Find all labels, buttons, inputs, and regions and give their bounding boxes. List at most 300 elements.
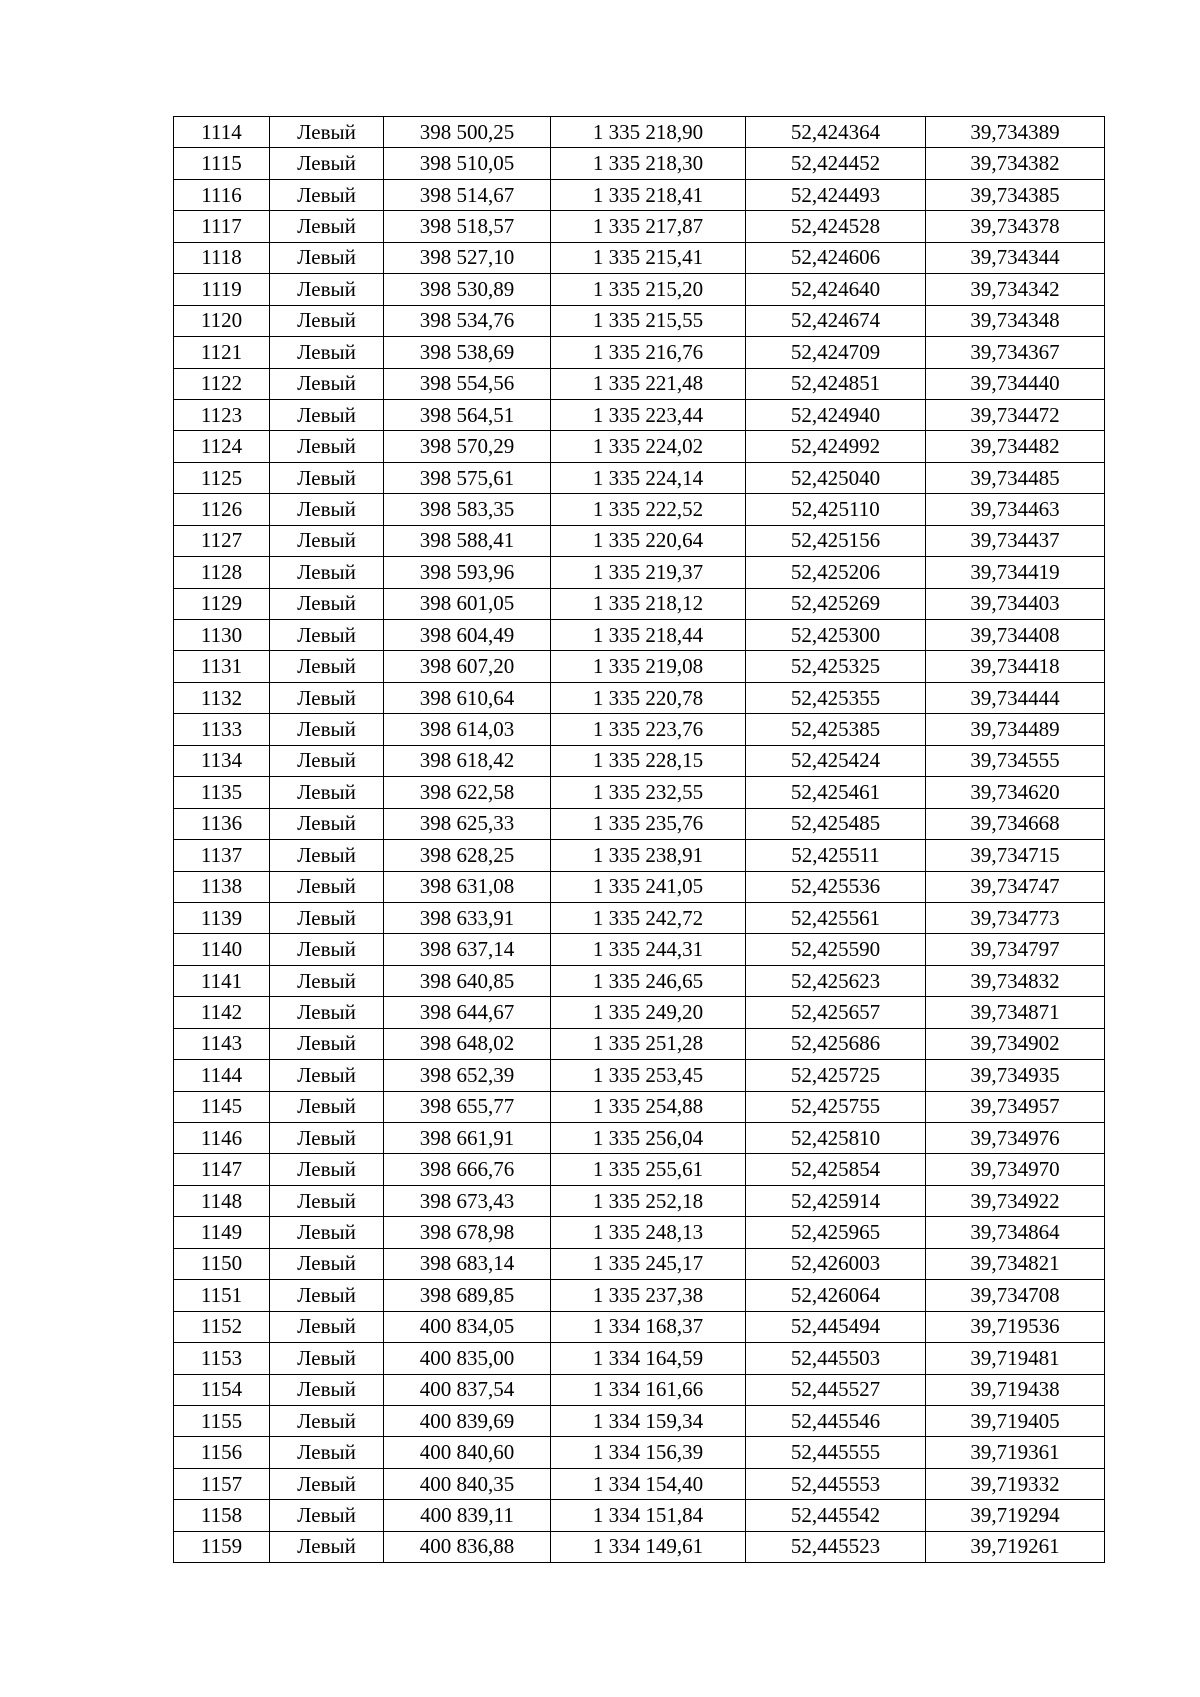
latitude-cell: 52,425424	[746, 745, 926, 776]
x-coordinate-cell: 398 588,41	[384, 525, 551, 556]
table-row	[174, 902, 1105, 933]
table-row	[174, 651, 1105, 682]
x-coordinate-cell: 398 633,91	[384, 902, 551, 933]
table-row	[174, 1123, 1105, 1154]
longitude-cell: 39,734832	[926, 965, 1105, 996]
point-number-cell: 1150	[174, 1248, 270, 1279]
x-coordinate-cell: 398 570,29	[384, 431, 551, 462]
side-cell: Левый	[270, 525, 384, 556]
x-coordinate-cell: 398 637,14	[384, 934, 551, 965]
longitude-cell: 39,734871	[926, 997, 1105, 1028]
side-cell: Левый	[270, 997, 384, 1028]
y-coordinate-cell: 1 334 149,61	[551, 1531, 746, 1562]
point-number-cell: 1123	[174, 399, 270, 430]
x-coordinate-cell: 398 610,64	[384, 682, 551, 713]
latitude-cell: 52,425040	[746, 462, 926, 493]
longitude-cell: 39,719481	[926, 1343, 1105, 1374]
longitude-cell: 39,734970	[926, 1154, 1105, 1185]
table-row	[174, 274, 1105, 305]
y-coordinate-cell: 1 334 154,40	[551, 1468, 746, 1499]
table-row	[174, 682, 1105, 713]
point-number-cell: 1118	[174, 242, 270, 273]
longitude-cell: 39,719294	[926, 1500, 1105, 1531]
point-number-cell: 1141	[174, 965, 270, 996]
x-coordinate-cell: 398 652,39	[384, 1060, 551, 1091]
y-coordinate-cell: 1 334 164,59	[551, 1343, 746, 1374]
y-coordinate-cell: 1 335 246,65	[551, 965, 746, 996]
side-cell: Левый	[270, 368, 384, 399]
x-coordinate-cell: 400 835,00	[384, 1343, 551, 1374]
table-row	[174, 179, 1105, 210]
x-coordinate-cell: 398 593,96	[384, 557, 551, 588]
y-coordinate-cell: 1 335 238,91	[551, 840, 746, 871]
longitude-cell: 39,719361	[926, 1437, 1105, 1468]
y-coordinate-cell: 1 335 249,20	[551, 997, 746, 1028]
table-row	[174, 525, 1105, 556]
x-coordinate-cell: 400 834,05	[384, 1311, 551, 1342]
side-cell: Левый	[270, 1217, 384, 1248]
point-number-cell: 1139	[174, 902, 270, 933]
latitude-cell: 52,424606	[746, 242, 926, 273]
y-coordinate-cell: 1 334 159,34	[551, 1405, 746, 1436]
latitude-cell: 52,445523	[746, 1531, 926, 1562]
point-number-cell: 1133	[174, 714, 270, 745]
y-coordinate-cell: 1 335 223,76	[551, 714, 746, 745]
table-row	[174, 337, 1105, 368]
table-row	[174, 1248, 1105, 1279]
side-cell: Левый	[270, 1123, 384, 1154]
x-coordinate-cell: 398 527,10	[384, 242, 551, 273]
table-row	[174, 808, 1105, 839]
x-coordinate-cell: 398 666,76	[384, 1154, 551, 1185]
x-coordinate-cell: 398 678,98	[384, 1217, 551, 1248]
side-cell: Левый	[270, 557, 384, 588]
longitude-cell: 39,734708	[926, 1280, 1105, 1311]
side-cell: Левый	[270, 1468, 384, 1499]
point-number-cell: 1125	[174, 462, 270, 493]
side-cell: Левый	[270, 337, 384, 368]
latitude-cell: 52,445553	[746, 1468, 926, 1499]
latitude-cell: 52,424674	[746, 305, 926, 336]
point-number-cell: 1136	[174, 808, 270, 839]
latitude-cell: 52,425914	[746, 1185, 926, 1216]
x-coordinate-cell: 398 601,05	[384, 588, 551, 619]
latitude-cell: 52,426064	[746, 1280, 926, 1311]
longitude-cell: 39,734348	[926, 305, 1105, 336]
point-number-cell: 1147	[174, 1154, 270, 1185]
point-number-cell: 1131	[174, 651, 270, 682]
latitude-cell: 52,445555	[746, 1437, 926, 1468]
point-number-cell: 1115	[174, 148, 270, 179]
y-coordinate-cell: 1 335 237,38	[551, 1280, 746, 1311]
y-coordinate-cell: 1 335 252,18	[551, 1185, 746, 1216]
y-coordinate-cell: 1 335 219,37	[551, 557, 746, 588]
x-coordinate-cell: 398 644,67	[384, 997, 551, 1028]
x-coordinate-cell: 400 836,88	[384, 1531, 551, 1562]
table-row	[174, 1437, 1105, 1468]
x-coordinate-cell: 398 538,69	[384, 337, 551, 368]
y-coordinate-cell: 1 335 220,64	[551, 525, 746, 556]
table-row	[174, 148, 1105, 179]
point-number-cell: 1151	[174, 1280, 270, 1311]
x-coordinate-cell: 398 604,49	[384, 620, 551, 651]
longitude-cell: 39,734864	[926, 1217, 1105, 1248]
y-coordinate-cell: 1 335 215,20	[551, 274, 746, 305]
y-coordinate-cell: 1 335 253,45	[551, 1060, 746, 1091]
x-coordinate-cell: 398 622,58	[384, 777, 551, 808]
y-coordinate-cell: 1 334 168,37	[551, 1311, 746, 1342]
table-row	[174, 399, 1105, 430]
latitude-cell: 52,425511	[746, 840, 926, 871]
x-coordinate-cell: 398 625,33	[384, 808, 551, 839]
coordinates-table	[173, 116, 1105, 1563]
point-number-cell: 1130	[174, 620, 270, 651]
longitude-cell: 39,734419	[926, 557, 1105, 588]
longitude-cell: 39,734403	[926, 588, 1105, 619]
table-row	[174, 588, 1105, 619]
point-number-cell: 1114	[174, 117, 270, 148]
x-coordinate-cell: 400 839,69	[384, 1405, 551, 1436]
table-row	[174, 1154, 1105, 1185]
longitude-cell: 39,734385	[926, 179, 1105, 210]
table-row	[174, 997, 1105, 1028]
y-coordinate-cell: 1 335 232,55	[551, 777, 746, 808]
side-cell: Левый	[270, 871, 384, 902]
table-row	[174, 1405, 1105, 1436]
longitude-cell: 39,719261	[926, 1531, 1105, 1562]
longitude-cell: 39,734957	[926, 1091, 1105, 1122]
side-cell: Левый	[270, 1531, 384, 1562]
x-coordinate-cell: 398 631,08	[384, 871, 551, 902]
latitude-cell: 52,425590	[746, 934, 926, 965]
longitude-cell: 39,734418	[926, 651, 1105, 682]
latitude-cell: 52,424640	[746, 274, 926, 305]
x-coordinate-cell: 400 839,11	[384, 1500, 551, 1531]
latitude-cell: 52,445503	[746, 1343, 926, 1374]
latitude-cell: 52,425385	[746, 714, 926, 745]
longitude-cell: 39,734472	[926, 399, 1105, 430]
latitude-cell: 52,425110	[746, 494, 926, 525]
y-coordinate-cell: 1 335 218,90	[551, 117, 746, 148]
side-cell: Левый	[270, 965, 384, 996]
y-coordinate-cell: 1 335 256,04	[551, 1123, 746, 1154]
table-row	[174, 1185, 1105, 1216]
longitude-cell: 39,734408	[926, 620, 1105, 651]
latitude-cell: 52,425269	[746, 588, 926, 619]
table-row	[174, 211, 1105, 242]
point-number-cell: 1152	[174, 1311, 270, 1342]
point-number-cell: 1157	[174, 1468, 270, 1499]
longitude-cell: 39,734482	[926, 431, 1105, 462]
point-number-cell: 1117	[174, 211, 270, 242]
longitude-cell: 39,734773	[926, 902, 1105, 933]
latitude-cell: 52,424452	[746, 148, 926, 179]
side-cell: Левый	[270, 1343, 384, 1374]
table-row	[174, 368, 1105, 399]
longitude-cell: 39,734485	[926, 462, 1105, 493]
point-number-cell: 1148	[174, 1185, 270, 1216]
latitude-cell: 52,425854	[746, 1154, 926, 1185]
latitude-cell: 52,425755	[746, 1091, 926, 1122]
point-number-cell: 1155	[174, 1405, 270, 1436]
table-row	[174, 1280, 1105, 1311]
table-row	[174, 1500, 1105, 1531]
table-row	[174, 965, 1105, 996]
longitude-cell: 39,734489	[926, 714, 1105, 745]
latitude-cell: 52,424493	[746, 179, 926, 210]
table-row	[174, 1311, 1105, 1342]
y-coordinate-cell: 1 335 255,61	[551, 1154, 746, 1185]
side-cell: Левый	[270, 808, 384, 839]
side-cell: Левый	[270, 431, 384, 462]
latitude-cell: 52,426003	[746, 1248, 926, 1279]
table-row	[174, 1217, 1105, 1248]
y-coordinate-cell: 1 335 218,44	[551, 620, 746, 651]
point-number-cell: 1158	[174, 1500, 270, 1531]
y-coordinate-cell: 1 335 224,02	[551, 431, 746, 462]
y-coordinate-cell: 1 335 251,28	[551, 1028, 746, 1059]
latitude-cell: 52,424851	[746, 368, 926, 399]
y-coordinate-cell: 1 335 245,17	[551, 1248, 746, 1279]
y-coordinate-cell: 1 335 221,48	[551, 368, 746, 399]
latitude-cell: 52,424992	[746, 431, 926, 462]
y-coordinate-cell: 1 334 151,84	[551, 1500, 746, 1531]
longitude-cell: 39,719405	[926, 1405, 1105, 1436]
latitude-cell: 52,425325	[746, 651, 926, 682]
longitude-cell: 39,734797	[926, 934, 1105, 965]
longitude-cell: 39,734437	[926, 525, 1105, 556]
longitude-cell: 39,734922	[926, 1185, 1105, 1216]
latitude-cell: 52,425485	[746, 808, 926, 839]
longitude-cell: 39,734747	[926, 871, 1105, 902]
table-row	[174, 494, 1105, 525]
longitude-cell: 39,734444	[926, 682, 1105, 713]
table-row	[174, 840, 1105, 871]
side-cell: Левый	[270, 494, 384, 525]
table-row	[174, 431, 1105, 462]
table-row	[174, 934, 1105, 965]
point-number-cell: 1127	[174, 525, 270, 556]
y-coordinate-cell: 1 335 222,52	[551, 494, 746, 525]
latitude-cell: 52,424528	[746, 211, 926, 242]
side-cell: Левый	[270, 1248, 384, 1279]
x-coordinate-cell: 398 648,02	[384, 1028, 551, 1059]
point-number-cell: 1121	[174, 337, 270, 368]
x-coordinate-cell: 398 564,51	[384, 399, 551, 430]
longitude-cell: 39,734668	[926, 808, 1105, 839]
point-number-cell: 1132	[174, 682, 270, 713]
y-coordinate-cell: 1 335 218,30	[551, 148, 746, 179]
side-cell: Левый	[270, 745, 384, 776]
side-cell: Левый	[270, 1374, 384, 1405]
side-cell: Левый	[270, 399, 384, 430]
point-number-cell: 1145	[174, 1091, 270, 1122]
x-coordinate-cell: 398 500,25	[384, 117, 551, 148]
y-coordinate-cell: 1 335 216,76	[551, 337, 746, 368]
side-cell: Левый	[270, 934, 384, 965]
longitude-cell: 39,734976	[926, 1123, 1105, 1154]
x-coordinate-cell: 398 618,42	[384, 745, 551, 776]
latitude-cell: 52,425355	[746, 682, 926, 713]
x-coordinate-cell: 398 583,35	[384, 494, 551, 525]
point-number-cell: 1137	[174, 840, 270, 871]
y-coordinate-cell: 1 335 218,41	[551, 179, 746, 210]
table-row	[174, 871, 1105, 902]
table-row	[174, 1468, 1105, 1499]
side-cell: Левый	[270, 274, 384, 305]
longitude-cell: 39,719536	[926, 1311, 1105, 1342]
y-coordinate-cell: 1 335 235,76	[551, 808, 746, 839]
latitude-cell: 52,445542	[746, 1500, 926, 1531]
latitude-cell: 52,445546	[746, 1405, 926, 1436]
x-coordinate-cell: 398 689,85	[384, 1280, 551, 1311]
latitude-cell: 52,424709	[746, 337, 926, 368]
longitude-cell: 39,734367	[926, 337, 1105, 368]
side-cell: Левый	[270, 1154, 384, 1185]
longitude-cell: 39,734715	[926, 840, 1105, 871]
latitude-cell: 52,424364	[746, 117, 926, 148]
side-cell: Левый	[270, 1437, 384, 1468]
point-number-cell: 1149	[174, 1217, 270, 1248]
table-row	[174, 714, 1105, 745]
x-coordinate-cell: 400 840,60	[384, 1437, 551, 1468]
table-row	[174, 1343, 1105, 1374]
latitude-cell: 52,425965	[746, 1217, 926, 1248]
point-number-cell: 1135	[174, 777, 270, 808]
table-row	[174, 557, 1105, 588]
latitude-cell: 52,425657	[746, 997, 926, 1028]
side-cell: Левый	[270, 588, 384, 619]
latitude-cell: 52,425725	[746, 1060, 926, 1091]
side-cell: Левый	[270, 211, 384, 242]
latitude-cell: 52,445527	[746, 1374, 926, 1405]
point-number-cell: 1128	[174, 557, 270, 588]
y-coordinate-cell: 1 335 220,78	[551, 682, 746, 713]
y-coordinate-cell: 1 335 219,08	[551, 651, 746, 682]
point-number-cell: 1119	[174, 274, 270, 305]
x-coordinate-cell: 400 837,54	[384, 1374, 551, 1405]
longitude-cell: 39,734463	[926, 494, 1105, 525]
y-coordinate-cell: 1 335 223,44	[551, 399, 746, 430]
y-coordinate-cell: 1 335 215,41	[551, 242, 746, 273]
side-cell: Левый	[270, 682, 384, 713]
table-row	[174, 117, 1105, 148]
table-row	[174, 1091, 1105, 1122]
x-coordinate-cell: 398 640,85	[384, 965, 551, 996]
side-cell: Левый	[270, 1311, 384, 1342]
latitude-cell: 52,445494	[746, 1311, 926, 1342]
latitude-cell: 52,425686	[746, 1028, 926, 1059]
x-coordinate-cell: 398 510,05	[384, 148, 551, 179]
y-coordinate-cell: 1 335 218,12	[551, 588, 746, 619]
table-row	[174, 305, 1105, 336]
point-number-cell: 1153	[174, 1343, 270, 1374]
table-row	[174, 745, 1105, 776]
side-cell: Левый	[270, 1091, 384, 1122]
y-coordinate-cell: 1 335 241,05	[551, 871, 746, 902]
longitude-cell: 39,734555	[926, 745, 1105, 776]
table-row	[174, 462, 1105, 493]
point-number-cell: 1154	[174, 1374, 270, 1405]
side-cell: Левый	[270, 840, 384, 871]
latitude-cell: 52,425206	[746, 557, 926, 588]
y-coordinate-cell: 1 335 254,88	[551, 1091, 746, 1122]
side-cell: Левый	[270, 462, 384, 493]
x-coordinate-cell: 400 840,35	[384, 1468, 551, 1499]
point-number-cell: 1134	[174, 745, 270, 776]
y-coordinate-cell: 1 335 217,87	[551, 211, 746, 242]
point-number-cell: 1138	[174, 871, 270, 902]
side-cell: Левый	[270, 305, 384, 336]
x-coordinate-cell: 398 530,89	[384, 274, 551, 305]
y-coordinate-cell: 1 335 244,31	[551, 934, 746, 965]
side-cell: Левый	[270, 651, 384, 682]
longitude-cell: 39,719332	[926, 1468, 1105, 1499]
table-row	[174, 620, 1105, 651]
longitude-cell: 39,734344	[926, 242, 1105, 273]
x-coordinate-cell: 398 614,03	[384, 714, 551, 745]
longitude-cell: 39,734821	[926, 1248, 1105, 1279]
longitude-cell: 39,734342	[926, 274, 1105, 305]
x-coordinate-cell: 398 575,61	[384, 462, 551, 493]
longitude-cell: 39,734389	[926, 117, 1105, 148]
table-row	[174, 1374, 1105, 1405]
latitude-cell: 52,425300	[746, 620, 926, 651]
latitude-cell: 52,425623	[746, 965, 926, 996]
table-row	[174, 1060, 1105, 1091]
table-row	[174, 1531, 1105, 1562]
point-number-cell: 1140	[174, 934, 270, 965]
table-row	[174, 1028, 1105, 1059]
x-coordinate-cell: 398 655,77	[384, 1091, 551, 1122]
side-cell: Левый	[270, 902, 384, 933]
y-coordinate-cell: 1 335 248,13	[551, 1217, 746, 1248]
side-cell: Левый	[270, 1280, 384, 1311]
side-cell: Левый	[270, 179, 384, 210]
side-cell: Левый	[270, 714, 384, 745]
x-coordinate-cell: 398 607,20	[384, 651, 551, 682]
side-cell: Левый	[270, 1500, 384, 1531]
x-coordinate-cell: 398 554,56	[384, 368, 551, 399]
latitude-cell: 52,425536	[746, 871, 926, 902]
side-cell: Левый	[270, 242, 384, 273]
x-coordinate-cell: 398 661,91	[384, 1123, 551, 1154]
x-coordinate-cell: 398 628,25	[384, 840, 551, 871]
point-number-cell: 1146	[174, 1123, 270, 1154]
side-cell: Левый	[270, 148, 384, 179]
point-number-cell: 1129	[174, 588, 270, 619]
longitude-cell: 39,734440	[926, 368, 1105, 399]
y-coordinate-cell: 1 335 224,14	[551, 462, 746, 493]
latitude-cell: 52,425561	[746, 902, 926, 933]
side-cell: Левый	[270, 620, 384, 651]
x-coordinate-cell: 398 514,67	[384, 179, 551, 210]
y-coordinate-cell: 1 334 156,39	[551, 1437, 746, 1468]
table-row	[174, 777, 1105, 808]
point-number-cell: 1144	[174, 1060, 270, 1091]
latitude-cell: 52,425810	[746, 1123, 926, 1154]
point-number-cell: 1142	[174, 997, 270, 1028]
point-number-cell: 1159	[174, 1531, 270, 1562]
longitude-cell: 39,734902	[926, 1028, 1105, 1059]
point-number-cell: 1143	[174, 1028, 270, 1059]
y-coordinate-cell: 1 335 215,55	[551, 305, 746, 336]
x-coordinate-cell: 398 534,76	[384, 305, 551, 336]
longitude-cell: 39,734378	[926, 211, 1105, 242]
y-coordinate-cell: 1 334 161,66	[551, 1374, 746, 1405]
point-number-cell: 1156	[174, 1437, 270, 1468]
longitude-cell: 39,734382	[926, 148, 1105, 179]
